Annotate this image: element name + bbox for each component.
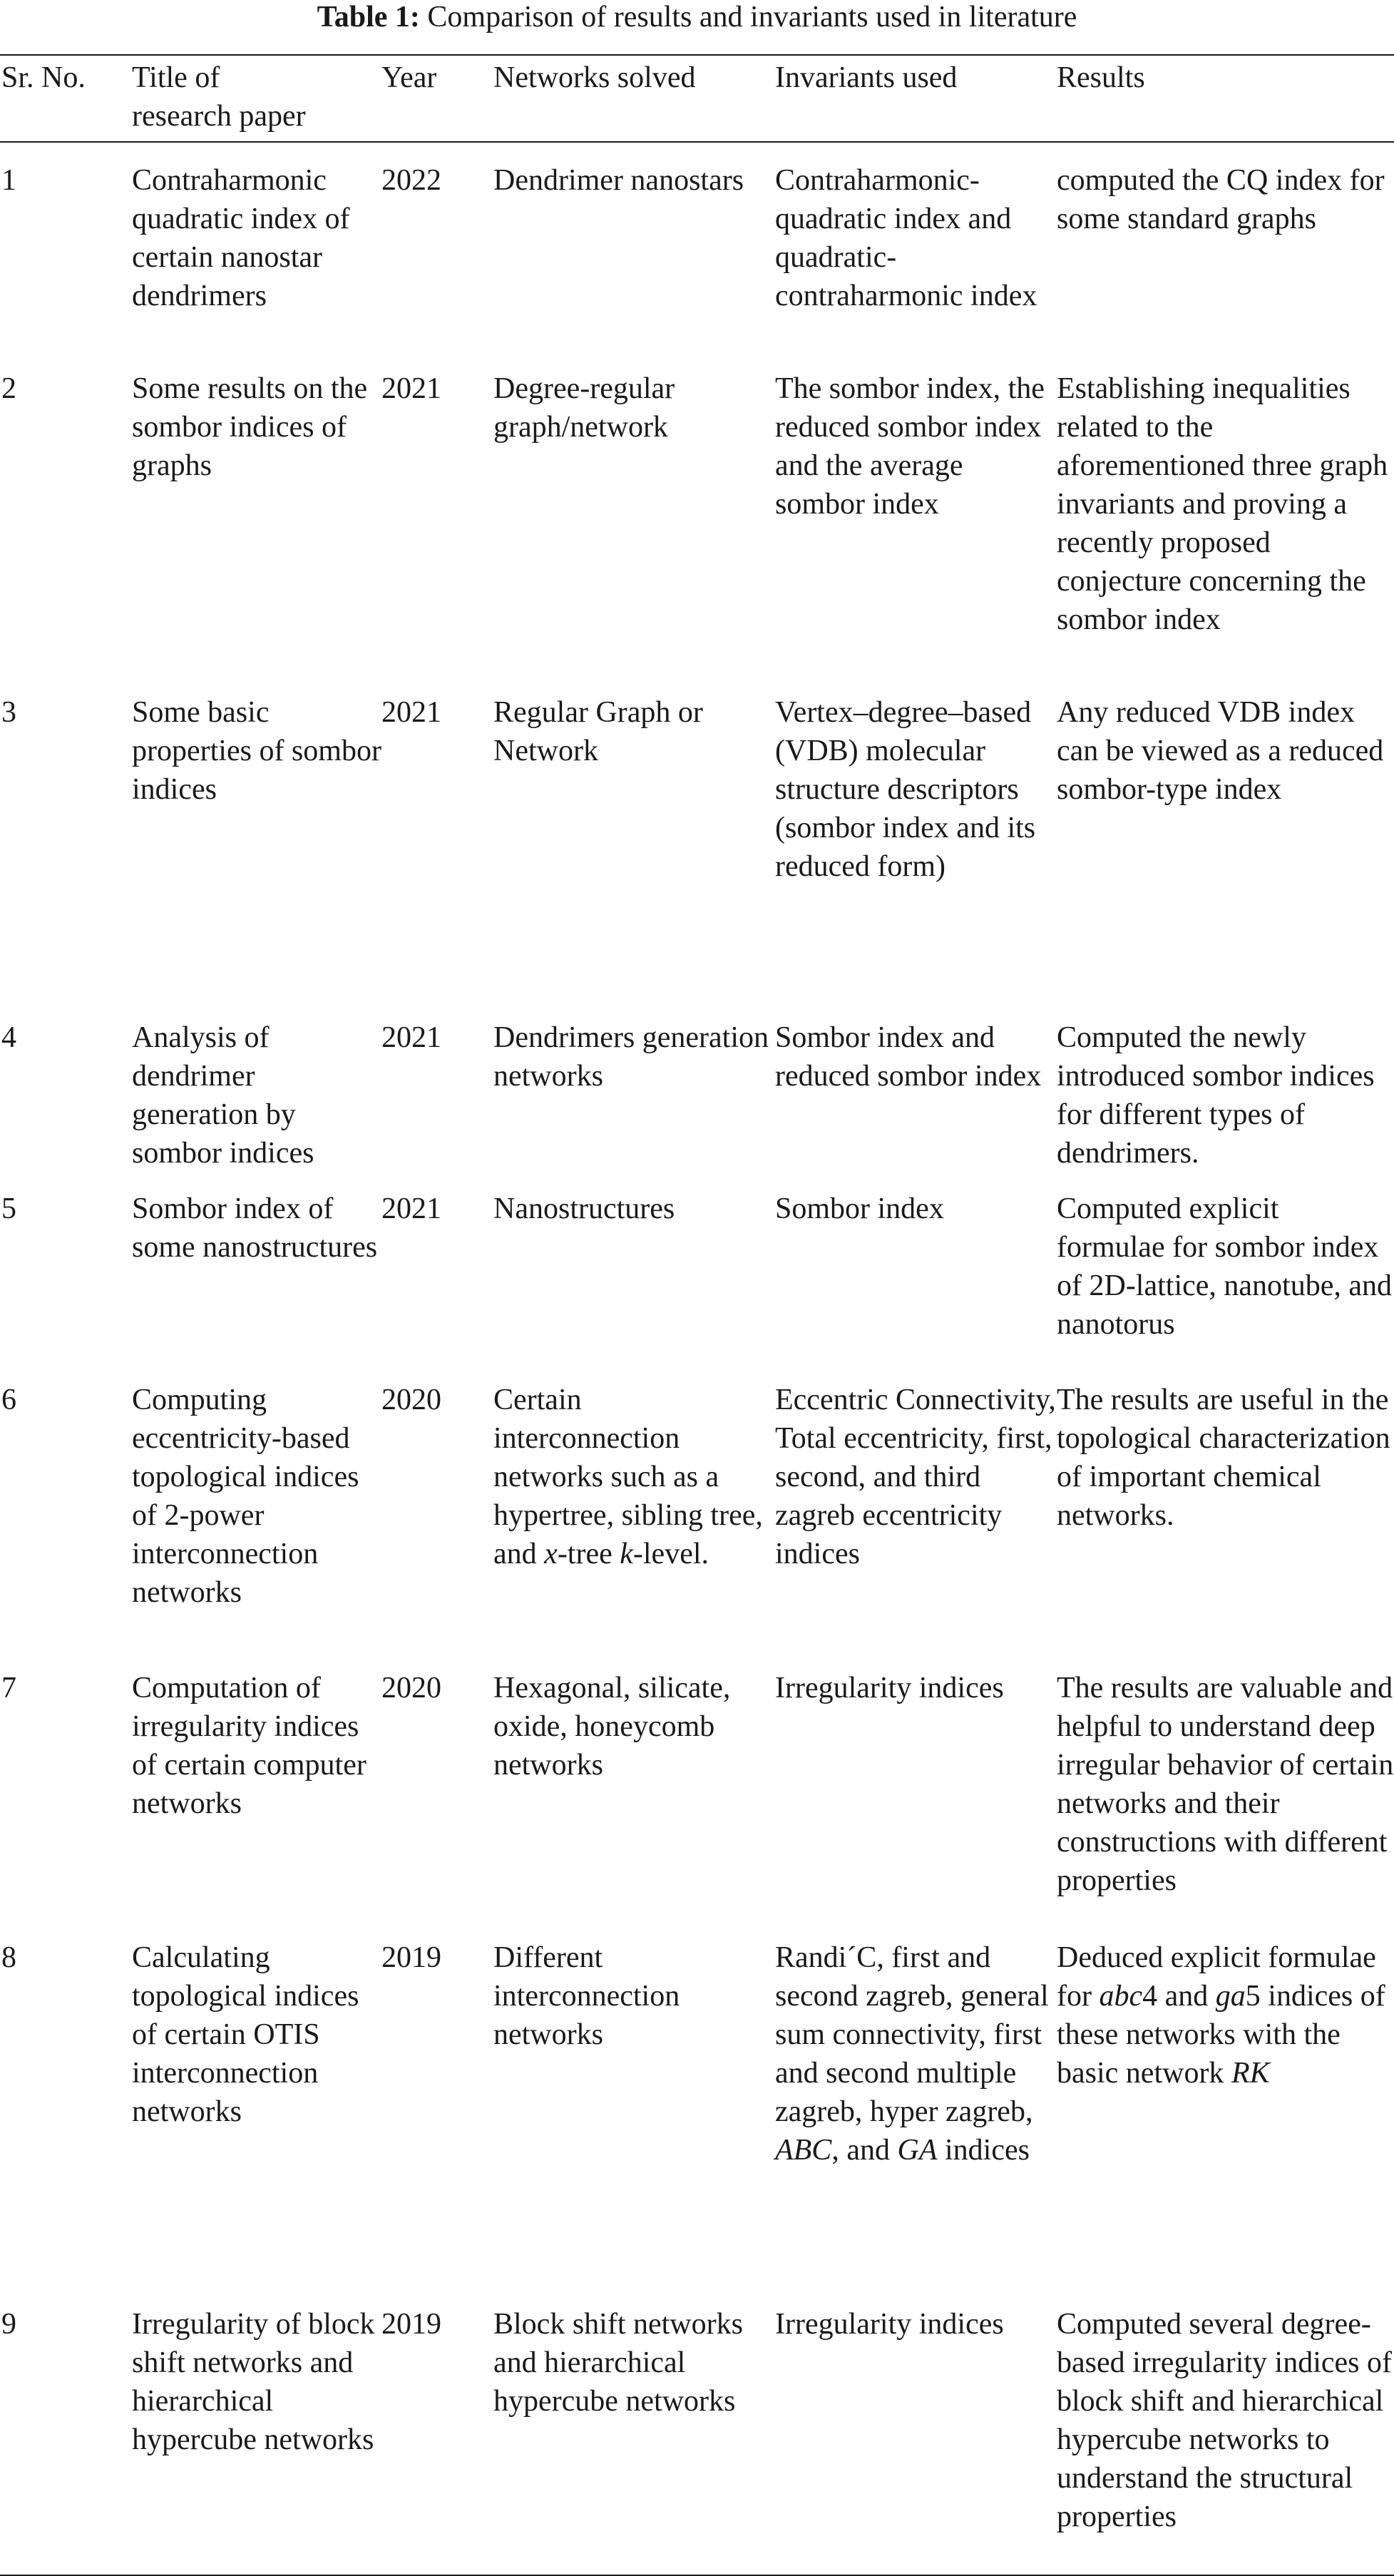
cell-networks: Nanostructures [493,1192,675,1225]
cell-invariants: Vertex–degree–based (VDB) molecular structure descriptors (sombor index and its reduced form) [775,696,1036,883]
cell-networks: Regular Graph or Network [493,696,703,767]
table-row [0,2288,1394,2575]
cell-networks: Dendrimer nanostars [493,164,744,197]
cell-invariants: Eccentric Connectivity, Total eccentricity, first, second, and third zagreb eccentricity indices [775,1384,1056,1570]
cell-title: Contraharmonic quadratic index of certain nanostar dendrimers [132,164,350,312]
cell-networks: Degree-regular graph/network [493,372,675,444]
cell-title: Sombor index of some nanostructures [132,1192,378,1264]
results-text-b: 4 and [1142,1980,1216,2013]
invariants-var-ga: GA [897,2134,938,2167]
cell-sr-no: 9 [0,2288,132,2575]
header-row [0,55,1394,142]
cell-networks: Different interconnection networks [493,1941,680,2051]
cell-networks: Hexagonal, silicate, oxide, honeycomb networks [493,1672,731,1782]
cell-sr-no: 2 [1,372,16,405]
invariants-text-c: indices [937,2134,1030,2167]
results-var-ga: ga [1215,1980,1246,2013]
cell-invariants: Sombor index [775,1192,944,1225]
cell-networks [493,1364,775,1652]
networks-var-x: x [544,1538,558,1570]
cell-invariants: Sombor index and reduced sombor index [775,1021,1042,1093]
cell-year: 2022 [381,164,441,197]
networks-var-k: k [620,1538,633,1570]
cell-year: 2020 [381,1384,441,1416]
cell-title: Computing eccentricity-based topological indices of 2-power interconnection networks [132,1384,359,1609]
cell-title: Computation of irregularity indices of certain computer networks [132,1672,367,1820]
cell-results: Establishing inequalities related to the aforementioned three graph invariants and proving a recently proposed conjecture concerning the sombor index [1057,372,1388,636]
cell-invariants [775,1921,1057,2288]
table-row [0,1172,1394,1364]
cell-results [1057,1921,1394,2288]
header-invariants [775,55,1057,142]
invariants-text-b: , and [831,2134,898,2167]
results-text-a: Deduced explicit formulae for [1057,1941,1376,2013]
cell-year: 2021 [381,1021,441,1054]
cell-results: Any reduced VDB index can be viewed as a reduced sombor-type index [1057,696,1384,806]
cell-year: 2021 [381,372,441,405]
cell-sr-no: 5 [1,1192,16,1225]
cell-invariants: The sombor index, the reduced sombor index and the average sombor index [775,372,1045,521]
table-row [0,1921,1394,2288]
table-caption-label: Table 1: [317,1,420,34]
results-text-c: 5 indices of these networks with the basic network [1057,1980,1385,2090]
invariants-text-a: Randi´C, first and second zagreb, general sum connectivity, first and second multiple zagreb, hyper zagreb, [775,1941,1049,2128]
cell-invariants: Contraharmonic-quadratic index and quadratic-contraharmonic index [775,164,1037,312]
cell-invariants: Irregularity indices [775,1672,1004,1704]
cell-results: The results are useful in the topological characterization of important chemical networks. [1057,1384,1390,1532]
cell-sr-no: 6 [1,1384,16,1416]
header-title [132,55,381,142]
cell-sr-no: 7 [1,1672,16,1704]
cell-sr-no: 4 [1,1021,16,1054]
cell-sr-no: 1 [1,164,16,197]
table-row [0,1001,1394,1172]
table-caption-text: Comparison of results and invariants used in literature [427,1,1077,34]
cell-year: 2019 [381,1941,441,1974]
header-sr-no [0,55,132,142]
cell-year: 2019 [381,2288,493,2575]
header-results [1057,55,1394,142]
table-row [0,142,1394,352]
table-row [0,676,1394,1001]
cell-results: Computed the newly introduced sombor indices for different types of dendrimers. [1057,1021,1375,1170]
table-body [0,142,1394,2575]
cell-title: Some results on the sombor indices of graphs [132,372,368,482]
table-row [0,352,1394,676]
header-year [381,55,493,142]
header-networks [493,55,775,142]
table-caption [0,0,1394,34]
cell-title: Analysis of dendrimer generation by sombor indices [132,1021,314,1170]
header-networks-text: Networks solved [493,61,696,94]
cell-title: Calculating topological indices of certain OTIS interconnection networks [132,1941,359,2128]
cell-results: Computed explicit formulae for sombor index of 2D-lattice, nanotube, and nanotorus [1057,1192,1392,1341]
cell-year: 2020 [381,1672,441,1704]
cell-invariants: Irregularity indices [775,2288,1057,2575]
cell-sr-no: 3 [1,696,16,729]
cell-networks: Block shift networks and hierarchical hypercube networks [493,2288,775,2575]
header-invariants-text: Invariants used [775,61,958,94]
invariants-var-abc: ABC [775,2134,832,2167]
cell-networks: Dendrimers generation networks [493,1021,769,1093]
cell-year: 2021 [381,1192,441,1225]
cell-year: 2021 [381,696,441,729]
header-title-line2: research paper [132,100,306,133]
networks-text-a: Certain interconnection networks such as a hypertree, sibling tree, and [493,1384,763,1570]
cell-results: Computed several degree-based irregularity indices of block shift and hierarchical hypercube networks to understand the structural properties [1057,2288,1394,2575]
table-row [0,1364,1394,1652]
cell-results: The results are valuable and helpful to understand deep irregular behavior of certain networks and their constructions with different properties [1057,1672,1394,1897]
header-sr-no-text: Sr. No. [1,61,86,94]
cell-results: computed the CQ index for some standard graphs [1057,164,1385,235]
cell-title: Irregularity of block shift networks and hierarchical hypercube networks [132,2288,381,2575]
comparison-table [0,54,1394,2576]
header-title-line1: Title of [132,61,220,94]
results-var-rk: RK [1231,2057,1270,2090]
results-var-abc: abc [1099,1980,1143,2013]
networks-text-b: -tree [557,1538,620,1570]
networks-text-c: -level. [632,1538,709,1570]
cell-sr-no: 8 [1,1941,16,1974]
table-header [0,55,1394,142]
header-year-text: Year [381,61,437,94]
header-results-text: Results [1057,61,1145,94]
table-row [0,1652,1394,1921]
cell-title: Some basic properties of sombor indices [132,696,381,806]
